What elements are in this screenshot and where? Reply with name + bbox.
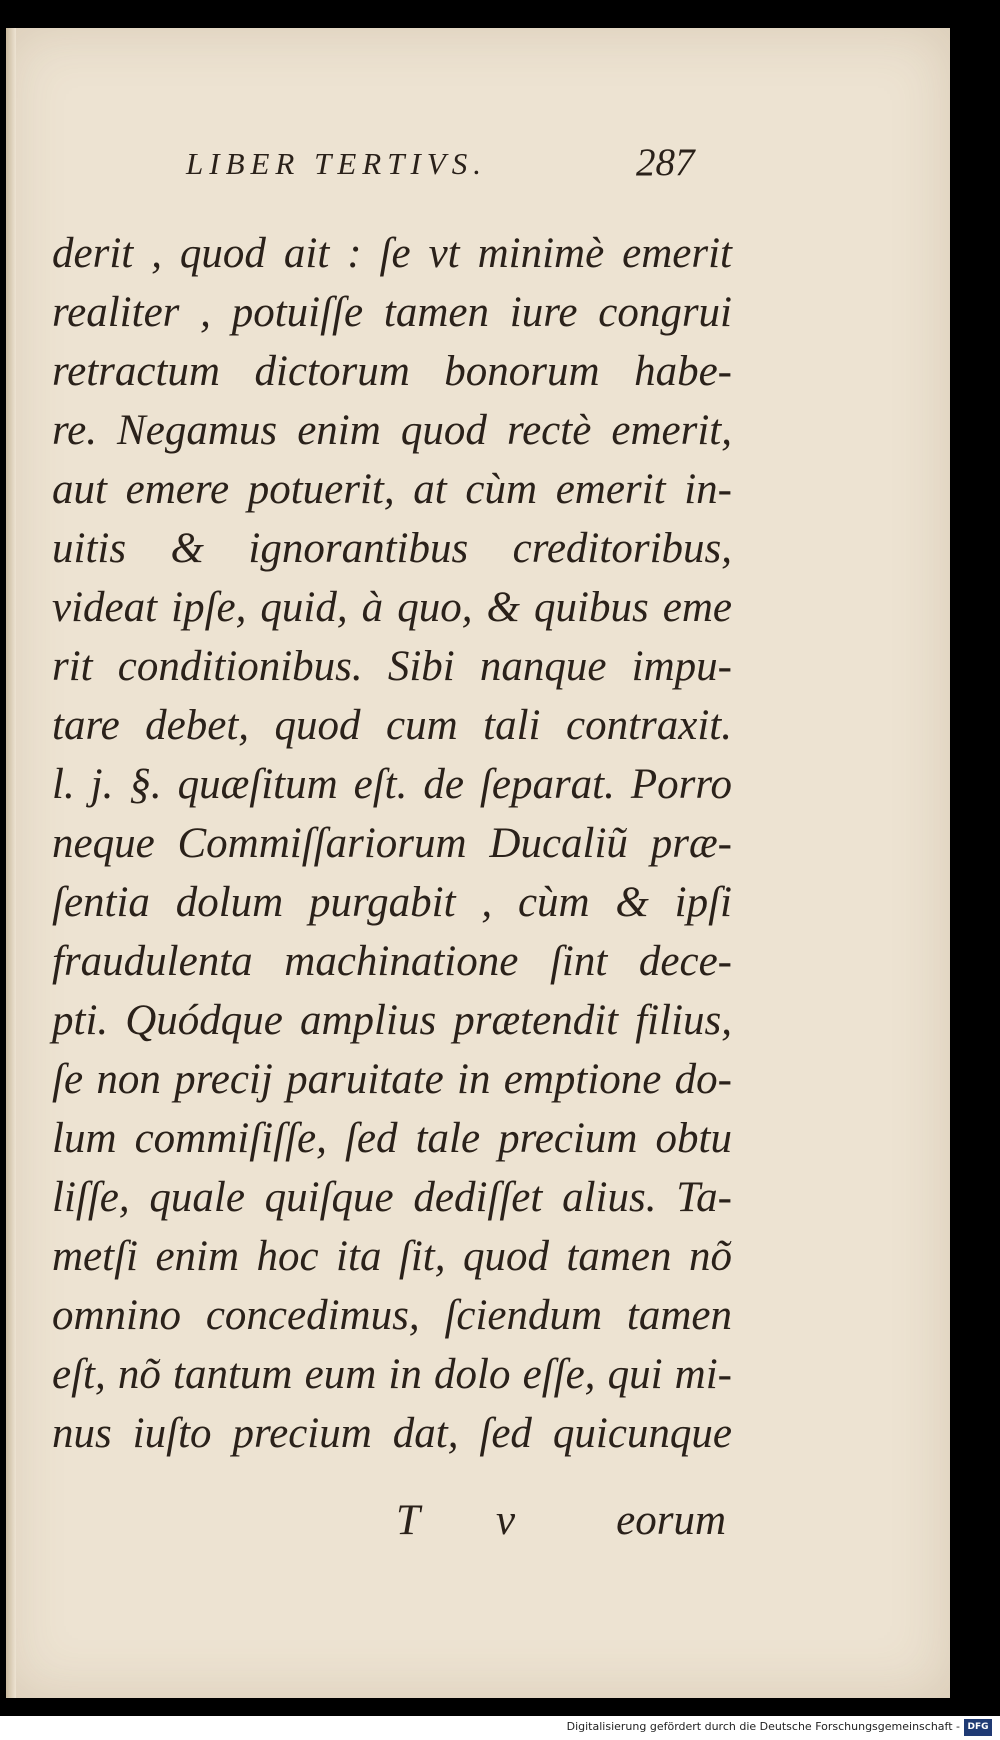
text-line: videat ipſe, quid, à quo, & quibus eme	[52, 584, 732, 631]
text-line: nus iuſto precium dat, ſed quicunque	[52, 1410, 732, 1457]
text-line: aut emere potuerit, at cùm emerit in-	[52, 466, 732, 513]
catchword-text: eorum	[616, 1497, 726, 1544]
text-line: retractum dictorum bonorum habe-	[52, 348, 732, 395]
text-line: derit , quod ait : ſe vt minimè emerit	[52, 230, 732, 277]
dfg-logo-icon: DFG	[964, 1719, 992, 1736]
text-line: re. Negamus enim quod rectè emerit,	[52, 407, 732, 454]
book-page	[6, 28, 950, 1698]
text-line: pti. Quódque amplius prætendit filius,	[52, 997, 732, 1044]
text-line: rit conditionibus. Sibi nanque impu-	[52, 643, 732, 690]
text-line: lum commiſiſſe, ſed tale precium obtu	[52, 1115, 732, 1162]
digitization-footer	[0, 1716, 1000, 1740]
text-line: neque Commiſſariorum Ducaliũ præ-	[52, 820, 732, 867]
body-text	[52, 224, 732, 1463]
page-number: 287	[636, 141, 695, 184]
text-line: fraudulenta machinatione ſint dece-	[52, 938, 732, 985]
text-line: ſentia dolum purgabit , cùm & ipſi	[52, 879, 732, 926]
running-head: LIBER TERTIVS.	[186, 146, 487, 181]
signature-mark: T	[396, 1497, 420, 1544]
text-line: eſt, nõ tantum eum in dolo eſſe, qui mi-	[52, 1351, 732, 1398]
text-line: l. j. §. quæſitum eſt. de ſeparat. Porro	[52, 761, 732, 808]
page-edge	[6, 28, 16, 1698]
signature-number: v	[496, 1497, 516, 1544]
catchword	[394, 1496, 726, 1552]
text-line: uitis & ignorantibus creditoribus,	[52, 525, 732, 572]
text-line: realiter , potuiſſe tamen iure congrui	[52, 289, 732, 336]
text-line: tare debet, quod cum tali contraxit.	[52, 702, 732, 749]
text-line: metſi enim hoc ita ſit, quod tamen nõ	[52, 1233, 732, 1280]
text-line: ſe non precij paruitate in emptione do-	[52, 1056, 732, 1103]
text-line: omnino concedimus, ſciendum tamen	[52, 1292, 732, 1339]
footer-credit: Digitalisierung gefördert durch die Deutsche Forschungsgemeinschaft -	[566, 1720, 960, 1733]
text-line: liſſe, quale quiſque dediſſet alius. Ta-	[52, 1174, 732, 1221]
